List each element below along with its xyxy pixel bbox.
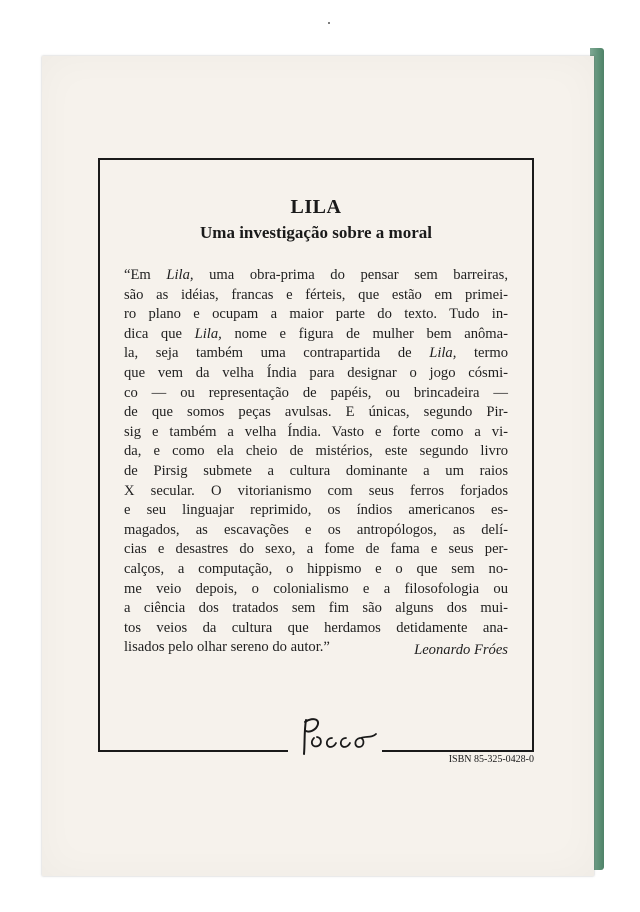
- quote-line: dica que Lila, nome e figura de mulher bem anôma-: [124, 325, 508, 342]
- quote-line: “Em Lila, uma obra-prima do pensar sem barreiras,: [124, 267, 508, 283]
- quote-line: cias e desastres do sexo, a fome de fama e seus per-: [124, 541, 508, 558]
- quote-line: tos veios da cultura que herdamos detidamente ana-: [124, 619, 508, 636]
- isbn-number: ISBN 85-325-0428-0: [448, 754, 534, 765]
- blurb-quote: [124, 266, 508, 658]
- italic-title: Lila,: [429, 345, 457, 362]
- quote-author: Leonardo Fróes: [414, 642, 508, 658]
- quote-line: ro plano e ocupam a maior parte do texto. Tudo in-: [124, 306, 508, 323]
- quote-line: calços, a computação, o hippismo e o que sem no-: [124, 560, 508, 577]
- quote-line: de Pirsig submete a cultura dominante a um raios: [124, 462, 508, 479]
- quote-line: sig e também a velha Índia. Vasto e forte como a vi-: [124, 423, 508, 440]
- italic-title: Lila,: [166, 267, 194, 283]
- book-title: LILA: [290, 196, 342, 218]
- book-subtitle: Uma investigação sobre a moral: [200, 223, 432, 242]
- quote-line: de que somos peças avulsas. E únicas, segundo Pir-: [124, 404, 508, 421]
- quote-line: e seu linguajar reprimido, os índios americanos es-: [124, 502, 508, 519]
- speck: [328, 22, 330, 24]
- quote-line: que vem da velha Índia para designar o jogo cósmi-: [124, 364, 508, 381]
- quote-line: la, seja também uma contrapartida de Lila, termo: [124, 345, 508, 362]
- quote-line: a ciência dos tratados sem fim são alguns dos mui-: [124, 600, 508, 617]
- italic-title: Lila,: [194, 325, 222, 342]
- frame-rule-right: [382, 750, 534, 752]
- book-back-cover: [42, 56, 594, 876]
- publisher-logo: [292, 708, 382, 762]
- quote-line: da, e como ela cheio de mistérios, este segundo livro: [124, 443, 508, 460]
- quote-line: me veio depois, o colonialismo e a filosofologia ou: [124, 580, 508, 597]
- quote-line: lisados pelo olhar sereno do autor.”: [124, 639, 330, 656]
- quote-line: co — ou representação de papéis, ou brincadeira —: [124, 384, 508, 401]
- quote-line: magados, as escavações e os antropólogos, as delí-: [124, 521, 508, 538]
- frame-rule-left: [98, 750, 288, 752]
- quote-line: X secular. O vitorianismo com seus ferros forjados: [124, 482, 508, 499]
- quote-line: são as idéias, francas e férteis, que estão em primei-: [124, 286, 508, 303]
